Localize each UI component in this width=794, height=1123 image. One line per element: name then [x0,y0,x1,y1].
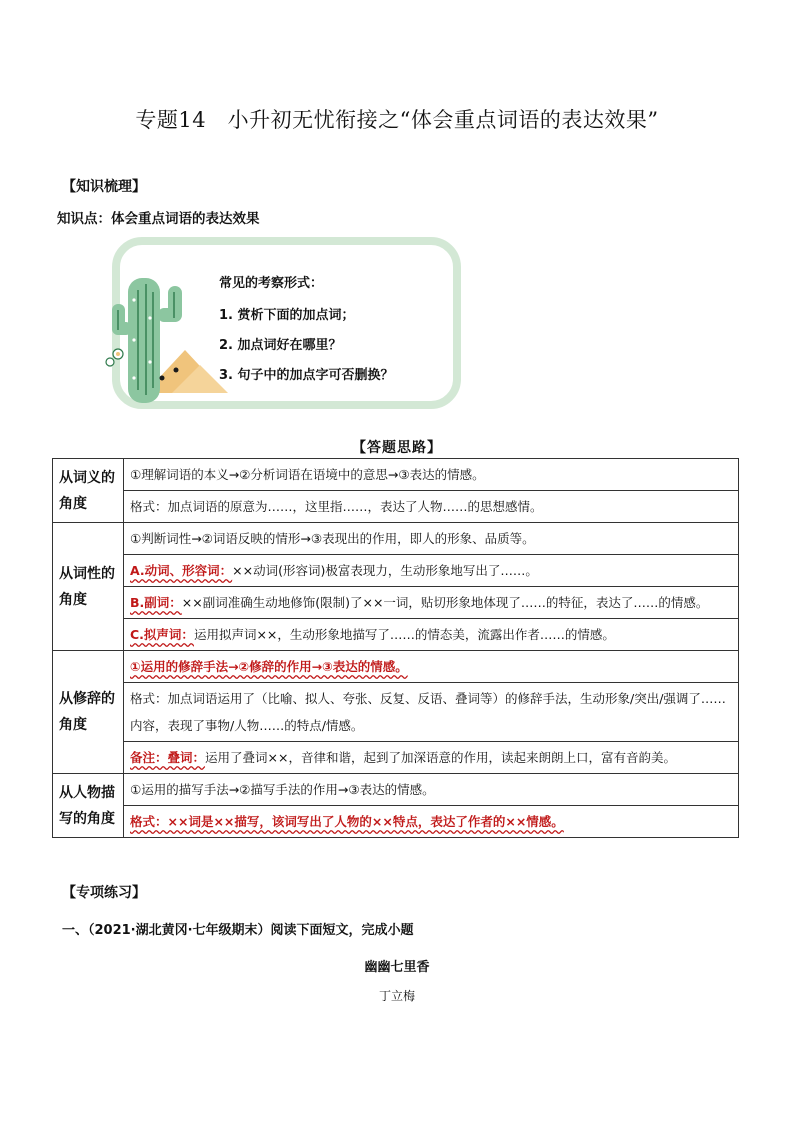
approach-row [53,587,739,619]
content-text: ①运用的描写手法→②描写手法的作用→③表达的情感。 [130,782,435,797]
row-header-line: 从修辞的 [59,691,115,707]
card-item: 3. 句子中的加点字可否删换？ [219,368,394,383]
row-content [124,806,739,838]
content-text: 格式：加点词语的原意为……，这里指……，表达了人物……的思想感情。 [130,499,543,514]
row-header-line: 角度 [59,717,87,733]
approach-row [53,651,739,683]
cactus-icon [100,270,230,405]
story-title: 幽幽七里香 [364,960,430,975]
row-header-line: 从词义的 [59,469,115,486]
approach-row [53,459,739,491]
content-text: C.拟声词： [130,627,194,642]
flower-icon [106,349,123,366]
story-author: 丁立梅 [378,989,415,1003]
content-text: A.动词、形容词： [130,563,233,578]
content-text: ①理解词语的本义→②分析词语在语境中的意思→③表达的情感。 [130,467,485,482]
row-content [124,587,739,619]
approach-row [53,742,739,774]
row-header [53,774,124,838]
content-text: 运用了叠词××，音律和谐，起到了加深语意的作用，读起来朗朗上口，富有音韵美。 [205,750,676,765]
approach-row [53,619,739,651]
card-lead: 常见的考察形式： [219,276,324,291]
row-header-line: 角度 [59,495,87,512]
row-content [124,555,739,587]
content-text: 运用拟声词××，生动形象地描写了……的情态美，流露出作者……的情感。 [193,627,615,642]
row-content [124,459,739,491]
row-header-line: 角度 [59,591,87,608]
content-text: ××副词准确生动地修饰(限制)了××一词，贴切形象地体现了……的特征，表达了……的情感。 [181,595,709,610]
knowledge-point: 知识点：体会重点词语的表达效果 [57,211,260,227]
row-content [124,742,739,774]
page-title: 专题14 小升初无忧衔接之“体会重点词语的表达效果” [135,108,659,132]
row-content [124,523,739,555]
row-header-line: 从词性的 [59,565,115,582]
row-content [124,619,739,651]
content-text: ①运用的修辞手法→②修辞的作用→③表达的情感。 [130,659,408,674]
question-prompt: 一、（2021·湖北黄冈·七年级期末）阅读下面短文，完成小题 [62,923,414,938]
row-header [53,459,124,523]
approach-row [53,491,739,523]
approach-row [53,683,739,742]
content-text: 格式：加点词语运用了（比喻、拟人、夸张、反复、反语、叠词等）的修辞手法，生动形象/突出/强调了……内容，表现了事物/人物……的特点/情感。 [130,691,726,733]
card-item: 1. 赏析下面的加点词； [219,308,355,323]
approach-row [53,806,739,838]
row-content [124,651,739,683]
approach-row [53,774,739,806]
content-text: ①判断词性→②词语反映的情形→③表现出的作用，即人的形象、品质等。 [130,531,535,546]
row-content [124,683,739,742]
content-text: 格式：××词是××描写，该词写出了人物的××特点，表达了作者的××情感。 [130,814,564,829]
content-text: 备注：叠词： [130,750,206,765]
card-item: 2. 加点词好在哪里？ [219,338,342,353]
approach-heading: 【答题思路】 [352,440,442,456]
row-header [53,651,124,774]
content-text: ××动词(形容词)极富表现力，生动形象地写出了……。 [232,563,538,578]
row-header [53,523,124,651]
row-content [124,491,739,523]
approach-row [53,555,739,587]
content-text: B.副词： [130,595,182,610]
row-header-line: 从人物描 [59,784,115,801]
approach-row [53,523,739,555]
practice-heading: 【专项练习】 [62,885,146,901]
row-header-line: 写的角度 [59,810,115,827]
knowledge-heading: 【知识梳理】 [62,179,146,195]
approach-table [52,458,739,838]
row-content [124,774,739,806]
